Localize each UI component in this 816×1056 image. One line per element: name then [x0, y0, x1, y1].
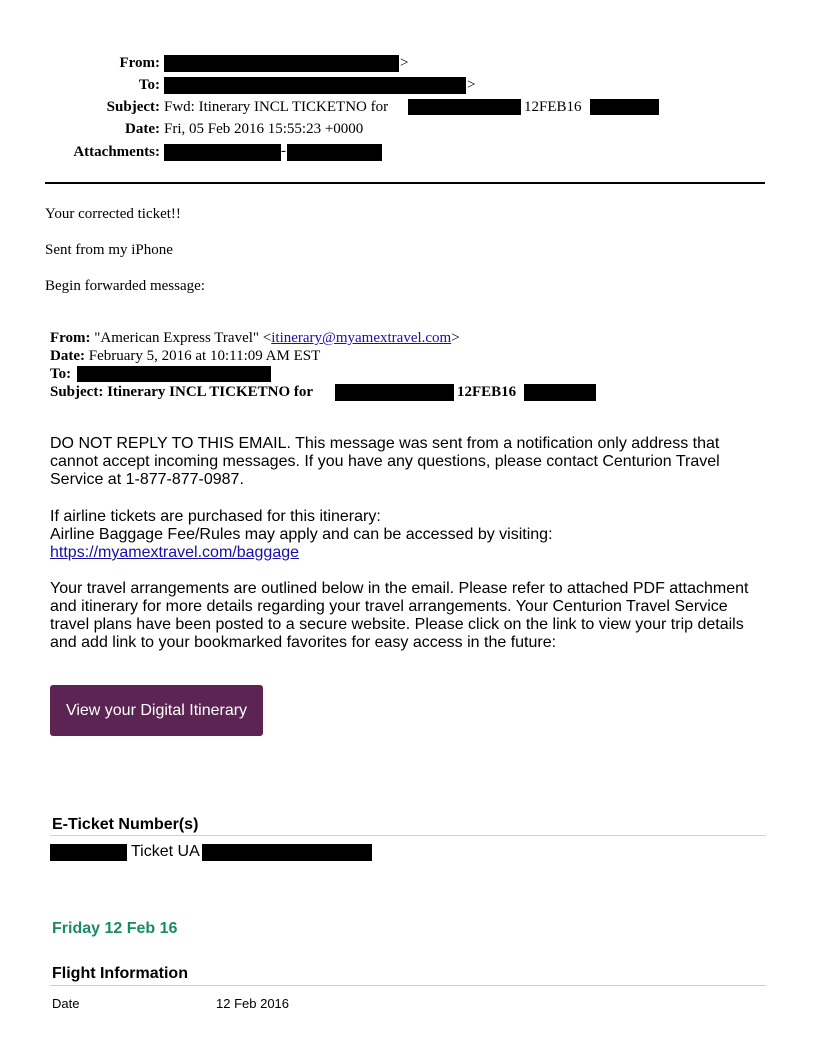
baggage-line-2: Airline Baggage Fee/Rules may apply and can be accessed by visiting:	[50, 526, 553, 543]
from-label: From:	[119, 55, 160, 71]
flight-divider	[50, 985, 766, 986]
notice-paragraph: DO NOT REPLY TO THIS EMAIL. This message was sent from a notification only address that cannot accept incoming messages. If you have any questions, please contact Centurion Travel Service at 1-877-877-0987.	[50, 435, 720, 488]
forwarded-subject-prefix: Itinerary INCL TICKETNO for	[107, 384, 314, 400]
redacted-ticket-number	[202, 844, 372, 861]
forwarded-subject-label: Subject:	[50, 384, 104, 400]
baggage-link[interactable]: https://myamextravel.com/baggage	[50, 544, 300, 561]
redacted-forwarded-to	[77, 366, 271, 382]
forwarded-from-label: From:	[50, 330, 91, 346]
subject-date: 12FEB16	[524, 99, 582, 115]
subject-label: Subject:	[106, 99, 160, 115]
forwarded-date	[50, 347, 320, 365]
redacted-attachment-2	[287, 144, 382, 161]
forwarded-to	[50, 365, 71, 383]
arrangements-paragraph: Your travel arrangements are outlined below in the email. Please refer to attached PDF attachment and itinerary for more details regarding your travel arrangements. Your Centurion Travel Service travel plans have been posted to a secure website. Please click on the link to view your trip details and add link to your bookmarked favorites for easy access in the future:	[50, 580, 749, 651]
forwarded-date-value: February 5, 2016 at 10:11:09 AM EST	[88, 348, 321, 364]
forwarded-to-label: To:	[50, 366, 72, 382]
attachments-label: Attachments:	[73, 144, 160, 160]
redacted-subject-extra	[590, 99, 659, 115]
redacted-forwarded-subject-name	[335, 384, 454, 401]
to-suffix: >	[467, 77, 476, 93]
redacted-passenger-name	[50, 844, 127, 861]
forwarded-from	[50, 329, 460, 347]
forwarded-from-name: "American Express Travel" <	[94, 330, 272, 346]
forwarded-from-email[interactable]: itinerary@myamextravel.com	[271, 330, 452, 346]
body-line-2: Sent from my iPhone	[45, 242, 173, 258]
flight-information-title: Flight Information	[52, 965, 188, 982]
attachments-separator: -	[281, 143, 286, 159]
forwarded-from-close: >	[451, 330, 460, 346]
to-label: To:	[138, 77, 160, 93]
redacted-from	[164, 55, 399, 72]
from-suffix: >	[400, 55, 409, 71]
header-divider	[45, 182, 765, 184]
eticket-title: E-Ticket Number(s)	[52, 816, 199, 833]
date-value: Fri, 05 Feb 2016 15:55:23 +0000	[164, 121, 364, 137]
forwarded-date-label: Date:	[50, 348, 85, 364]
subject-prefix: Fwd: Itinerary INCL TICKETNO for	[164, 99, 389, 115]
forwarded-subject	[50, 383, 313, 401]
day-heading: Friday 12 Feb 16	[52, 920, 178, 937]
body-line-1: Your corrected ticket!!	[45, 206, 181, 222]
view-digital-itinerary-button[interactable]: View your Digital Itinerary	[50, 685, 263, 736]
redacted-attachment-1	[164, 144, 281, 161]
redacted-forwarded-subject-extra	[524, 384, 596, 401]
body-line-3: Begin forwarded message:	[45, 278, 205, 294]
date-label: Date:	[125, 121, 160, 137]
flight-date-value: 12 Feb 2016	[216, 996, 290, 1011]
baggage-line-1: If airline tickets are purchased for this itinerary:	[50, 508, 381, 525]
redacted-to	[164, 77, 466, 94]
redacted-subject-name	[408, 99, 521, 115]
baggage-paragraph	[50, 508, 770, 562]
forwarded-subject-date: 12FEB16	[457, 384, 517, 400]
flight-date-label: Date	[52, 996, 80, 1011]
ticket-label: Ticket UA	[131, 843, 200, 860]
eticket-divider	[50, 835, 766, 836]
